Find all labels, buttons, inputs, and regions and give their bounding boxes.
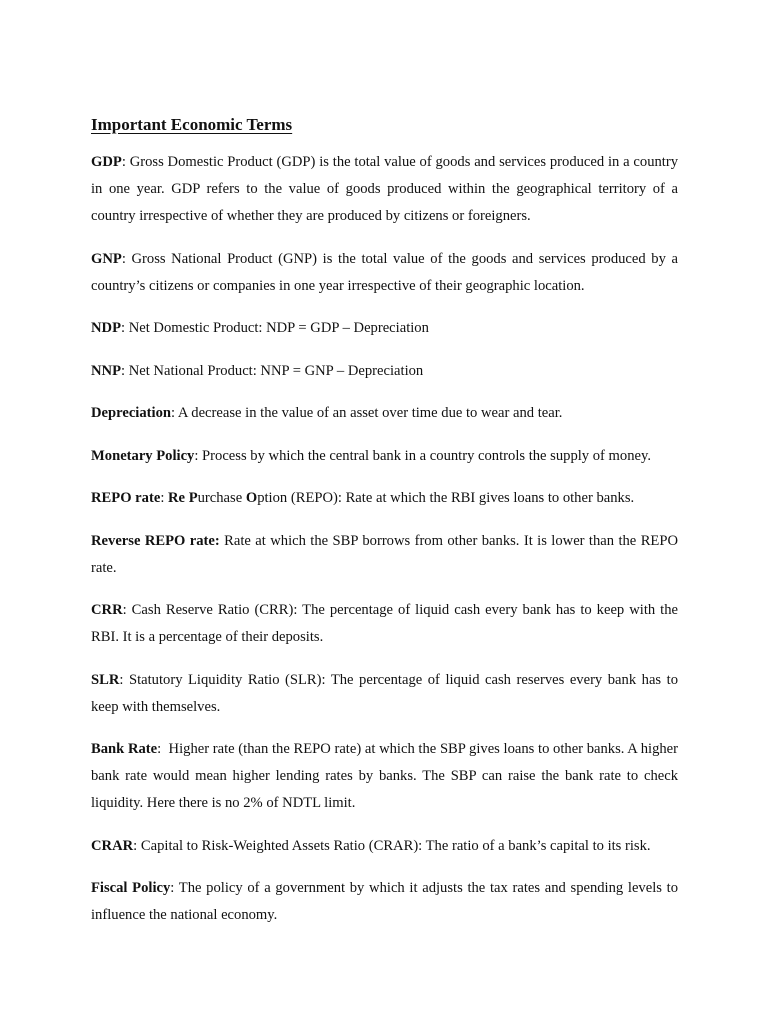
term-label: Fiscal Policy	[91, 880, 171, 896]
term-label: GDP	[91, 154, 122, 170]
acronym-letter: Re	[168, 490, 186, 506]
entry-reverse-repo-rate	[91, 528, 678, 582]
entry-slr	[91, 667, 678, 721]
term-definition-part: urchase	[197, 490, 246, 506]
term-label: Reverse REPO rate:	[91, 532, 220, 549]
document-title: Important Economic Terms	[91, 115, 293, 134]
term-definition-part: ption (REPO): Rate at which the RBI gives loans to other banks.	[257, 490, 635, 506]
term-definition: Rate at which the SBP borrows from other banks. It is lower than the REPO rate.	[91, 532, 678, 576]
term-separator: :	[170, 405, 178, 421]
term-separator: :	[119, 671, 129, 688]
term-definition: Cash Reserve Ratio (CRR): The percentage of liquid cash every bank has to keep with the RBI. It is a percentage of their deposits.	[91, 602, 678, 645]
term-label: NNP	[91, 362, 121, 379]
entry-monetary-policy	[91, 443, 678, 470]
entry-bank-rate	[91, 736, 678, 817]
term-definition: A decrease in the value of an asset over time due to wear and tear.	[177, 405, 563, 421]
term-label: Depreciation	[91, 405, 171, 421]
term-label: Monetary Policy	[91, 447, 195, 464]
entry-gnp	[91, 246, 678, 300]
term-label: CRR	[91, 602, 123, 618]
term-label: GNP	[91, 250, 122, 267]
term-separator: :	[133, 837, 141, 854]
term-label: NDP	[91, 320, 121, 336]
term-definition: Net Domestic Product: NDP = GDP – Depreciation	[128, 320, 429, 336]
entry-gdp	[91, 149, 678, 230]
term-label: CRAR	[91, 837, 134, 854]
term-definition: Higher rate (than the REPO rate) at which the SBP gives loans to other banks. A higher bank rate would mean higher lending rates by banks. The SBP can raise the bank rate to check liquidity. Here there is no 2% of NDTL limit.	[91, 741, 678, 811]
term-definition: Statutory Liquidity Ratio (SLR): The percentage of liquid cash reserves every bank has to keep with themselves.	[91, 671, 678, 715]
term-definition: Net National Product: NNP = GNP – Depreciation	[128, 362, 424, 379]
term-definition: Gross National Product (GNP) is the total value of the goods and services produced by a country’s citizens or companies in one year irrespective of their geographic location.	[91, 250, 678, 294]
entry-depreciation	[91, 400, 678, 427]
term-separator: :	[121, 362, 129, 379]
term-separator: :	[160, 490, 169, 506]
term-definition: The policy of a government by which it adjusts the tax rates and spending levels to influence the national economy.	[91, 880, 678, 923]
term-separator: :	[121, 250, 132, 267]
entry-crr	[91, 597, 678, 651]
term-separator: :	[121, 320, 129, 336]
acronym-letter: P	[188, 490, 198, 506]
term-separator: :	[121, 154, 130, 170]
term-definition: Process by which the central bank in a country controls the supply of money.	[202, 447, 651, 464]
term-label: Bank Rate	[91, 741, 158, 757]
term-separator: :	[170, 880, 179, 896]
term-definition: Gross Domestic Product (GDP) is the total value of goods and services produced in a country in one year. GDP refers to the value of goods produced within the geographical territory of a country irrespective of whether they are produced by citizens or foreigners.	[91, 154, 679, 224]
entry-fiscal-policy	[91, 875, 678, 929]
term-label: SLR	[91, 671, 120, 688]
acronym-letter: O	[245, 490, 258, 506]
term-label: REPO rate	[91, 490, 161, 506]
entry-nnp	[91, 358, 678, 385]
term-separator: :	[122, 602, 132, 618]
entry-ndp	[91, 315, 678, 342]
term-definition: Capital to Risk-Weighted Assets Ratio (CRAR): The ratio of a bank’s capital to its risk.	[140, 837, 651, 854]
term-separator: :	[157, 741, 169, 757]
entry-repo-rate	[91, 485, 678, 512]
term-separator: :	[194, 447, 203, 464]
entry-crar	[91, 833, 678, 860]
